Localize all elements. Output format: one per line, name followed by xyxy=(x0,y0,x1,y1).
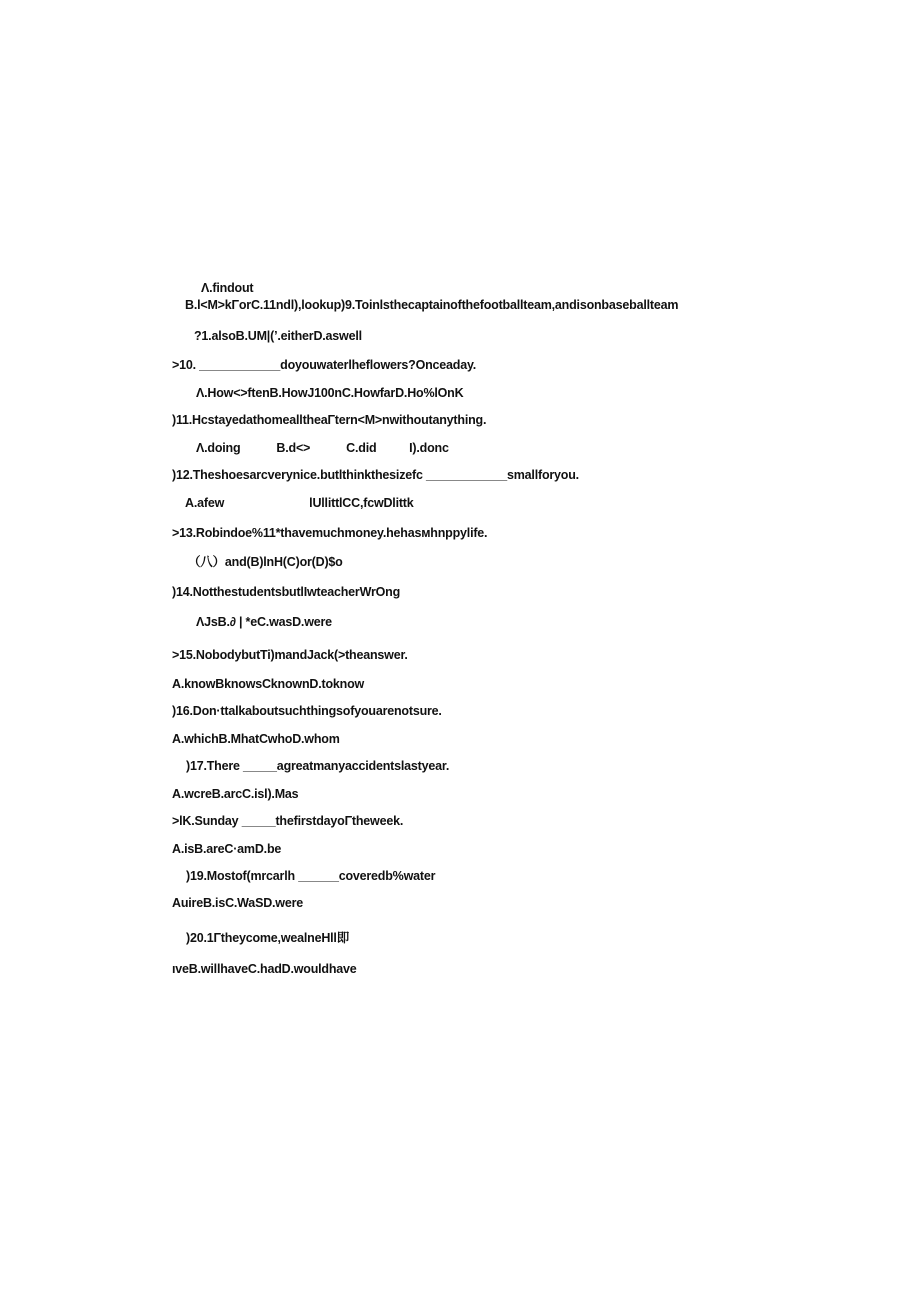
question-11-options: Λ.doing B.d<> C.did I).donc xyxy=(196,441,449,455)
question-13-line: >13.Robindoe%11*thavemuchmoney.hehasмhnppylife. xyxy=(172,526,488,540)
question-19-options: AuireB.isC.WaSD.were xyxy=(172,896,303,910)
option-line-find-out: Λ.findout xyxy=(201,281,254,295)
question-17-options: A.wcreB.arcC.isl).Mas xyxy=(172,787,299,801)
question-18-line: >lK.Sunday _____thefirstdayoΓtheweek. xyxy=(172,814,404,828)
question-10-line: >10. ____________doyouwaterlheflowers?Onceaday. xyxy=(172,358,477,372)
question-19-line: )19.Mostof(mrcarlh ______coveredb%water xyxy=(186,869,436,883)
question-16-options: A.whichB.MhatCwhoD.whom xyxy=(172,732,340,746)
question-10-options: Λ.How<>ftenB.HowJ100nC.HowfarD.Ho%lOnK xyxy=(196,386,464,400)
question-11-line: )11.HcstayedathomealltheaΓtern<M>nwithoutanything. xyxy=(172,413,487,427)
question-9-line: B.l<M>kΓorC.11ndl),lookup)9.Toinlsthecaptainofthefootballteam,andisonbaseballteam xyxy=(185,298,679,312)
question-13-options: （八）and(B)lnH(C)or(D)$o xyxy=(188,555,343,569)
question-15-options: A.knowBknowsCknownD.toknow xyxy=(172,677,365,691)
question-12-line: )12.Theshoesarcverynice.butlthinkthesizefc ____________smallforyou. xyxy=(172,468,579,482)
question-20-options: ıveB.willhaveC.hadD.wouldhave xyxy=(172,962,357,976)
question-18-options: A.isB.areC·amD.be xyxy=(172,842,282,856)
question-16-line: )16.Don·ttalkaboutsuchthingsofyouarenotsure. xyxy=(172,704,442,718)
question-15-line: >15.NobodybutTi)mandJack(>theanswer. xyxy=(172,648,408,662)
question-14-line: )14.NotthestudentsbutlIwteacherWrOng xyxy=(172,585,401,599)
question-20-line: )20.1Γtheycome,wealneHll即 xyxy=(186,931,349,945)
question-14-options: ΛJsB.∂ | *eC.wasD.were xyxy=(196,615,332,629)
question-9-options: ?1.alsoB.UM|(’.eitherD.aswell xyxy=(194,329,362,343)
question-12-options: A.afew lUllittlCC,fcwDlittk xyxy=(185,496,414,510)
question-17-line: )17.There _____agreatmanyaccidentslastyear. xyxy=(186,759,450,773)
